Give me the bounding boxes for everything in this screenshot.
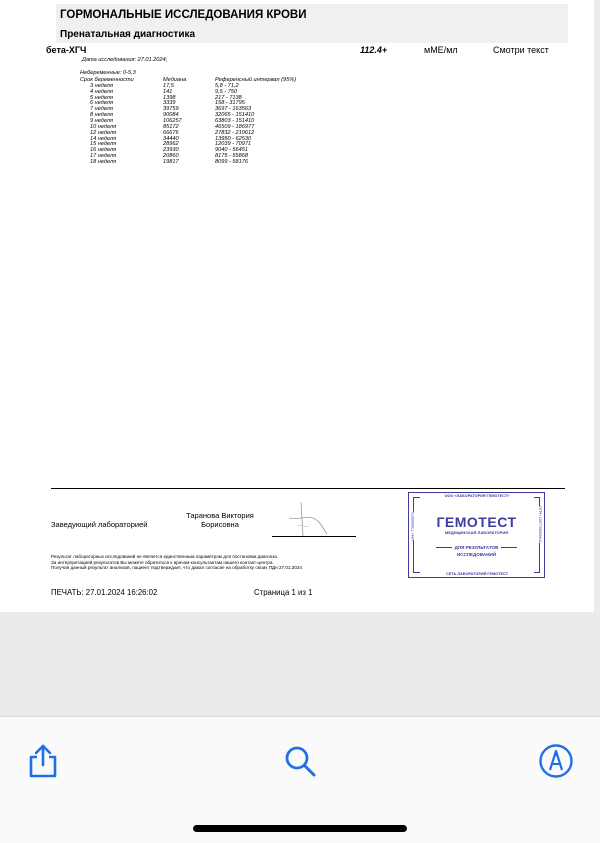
cell-reference: 63803 - 151410: [215, 118, 255, 124]
cell-reference: 32065 - 151410: [215, 112, 255, 119]
stamp-rule: [501, 547, 517, 548]
cell-reference: 217 - 7138: [215, 94, 242, 101]
section-title: ГОРМОНАЛЬНЫЕ ИССЛЕДОВАНИЯ КРОВИ: [56, 4, 568, 26]
cell-median: 23930: [163, 147, 179, 154]
cell-reference: 12039 - 70971: [215, 141, 252, 148]
cell-reference: 9040 - 56451: [215, 147, 248, 154]
cell-week: 14 неделя: [90, 135, 117, 142]
stamp-rule: [436, 547, 452, 548]
home-indicator[interactable]: [193, 825, 407, 832]
cell-median: 20860: [163, 153, 179, 160]
stamp-brand: ГЕМОТЕСТ: [436, 514, 517, 530]
test-value: 112.4+: [360, 45, 388, 55]
cell-week: 18 неделя: [90, 158, 117, 165]
cell-median: 85172: [163, 123, 179, 130]
stamp-top-text: ООО «ЛАБОРАТОРИЯ ГЕМОТЕСТ»: [420, 493, 534, 499]
disclaimer-line-3: Получая данный результат анализов, пациент подтверждает, что давал согласие на обработку своих ПДн 27.01.2024: [51, 565, 302, 571]
cell-week: 12 неделя: [90, 129, 117, 136]
stamp-purpose-line-1: ДЛЯ РЕЗУЛЬТАТОВ: [454, 545, 499, 550]
cell-week: 16 неделя: [90, 147, 117, 154]
cell-week: 9 неделя: [90, 118, 113, 124]
head-role: Заведующий лабораторией: [51, 520, 148, 529]
head-name-line-2: Борисовна: [201, 520, 239, 529]
cell-reference: 27832 - 210612: [215, 129, 255, 136]
cell-median: 17,5: [163, 82, 174, 89]
cell-median: 19817: [163, 158, 179, 165]
cell-median: 3339: [163, 100, 176, 107]
study-date: Дата исследования: 27.01.2024;: [82, 57, 168, 63]
signature: [283, 498, 333, 540]
cell-reference: 158 - 31795: [215, 100, 245, 107]
test-note: Смотри текст: [493, 45, 549, 55]
cell-week: 17 неделя: [90, 153, 117, 160]
stamp-purpose: [414, 544, 539, 558]
markup-button[interactable]: [538, 743, 574, 779]
cell-week: 15 неделя: [90, 141, 117, 148]
bottom-toolbar: [0, 716, 600, 843]
test-unit: мМЕ/мл: [424, 45, 458, 55]
header-week: Срок беременности: [80, 77, 134, 83]
stamp-right-text: ОГРН 1057706005842: [538, 506, 542, 543]
head-name-line-1: Таранова Виктория: [186, 511, 254, 520]
cell-median: 34440: [163, 135, 179, 142]
stamp-left-text: ИНН 7706565571: [411, 512, 415, 541]
cell-week: 10 неделя: [90, 123, 117, 130]
stamp-subtitle: МЕДИЦИНСКАЯ ЛАБОРАТОРИЯ: [444, 530, 509, 535]
cell-week: 8 неделя: [90, 112, 113, 119]
markup-icon: [538, 743, 574, 779]
nonpregnant-reference: Небеременные: 0-5,3: [80, 70, 136, 76]
print-timestamp: ПЕЧАТЬ: 27.01.2024 16:26:02: [51, 588, 158, 597]
cell-reference: 13950 - 62530: [215, 135, 252, 142]
search-icon: [282, 743, 318, 779]
footer-divider: [51, 488, 565, 489]
cell-reference: 5,8 - 71,2: [215, 82, 239, 89]
disclaimer-line-1: Результат лабораторных исследований не является единственным параметром для постановки диагноза.: [51, 554, 279, 559]
cell-median: 39759: [163, 106, 179, 113]
cell-week: 5 неделя: [90, 94, 113, 101]
header-reference: Референсный интервал (95%): [215, 77, 297, 83]
stamp-purpose-line-2: ИССЛЕДОВАНИЙ: [456, 552, 497, 557]
cell-reference: 8099 - 58176: [215, 158, 248, 165]
cell-median: 28962: [163, 141, 179, 148]
page-indicator: Страница 1 из 1: [254, 588, 313, 597]
stamp-inner-border: [411, 494, 542, 576]
cell-reference: 9,5 - 750: [215, 88, 238, 95]
cell-median: 106257: [163, 118, 182, 124]
cell-median: 141: [163, 88, 173, 95]
head-name: [180, 511, 260, 529]
cell-reference: 46509 - 186977: [215, 123, 255, 130]
cell-reference: 8175 - 55868: [215, 153, 248, 160]
subsection-title: Пренатальная диагностика: [56, 26, 568, 43]
disclaimer: [51, 554, 302, 571]
signature-line: [272, 536, 356, 537]
cell-reference: 3697 - 163563: [215, 106, 252, 113]
cell-median: 90084: [163, 112, 179, 119]
cell-median: 66676: [163, 129, 179, 136]
share-button[interactable]: [25, 743, 61, 779]
test-result-row: [46, 45, 566, 57]
stamp-bottom-text: СЕТЬ ЛАБОРАТОРИЙ ГЕМОТЕСТ: [420, 571, 534, 577]
cell-week: 3 неделя: [90, 82, 113, 89]
disclaimer-line-2: За интерпретацией результатов Вы можете обратиться к врачам-консультантам нашего контакт-центра.: [51, 559, 274, 565]
cell-week: 6 неделя: [90, 100, 113, 107]
header-median: Медиана: [163, 77, 187, 83]
lab-stamp: [408, 492, 545, 578]
test-name: бета-ХГЧ: [46, 45, 87, 55]
share-icon: [26, 743, 60, 779]
cell-week: 4 неделя: [90, 88, 113, 95]
cell-median: 1398: [163, 94, 176, 101]
cell-week: 7 неделя: [90, 106, 113, 113]
search-button[interactable]: [282, 743, 318, 779]
